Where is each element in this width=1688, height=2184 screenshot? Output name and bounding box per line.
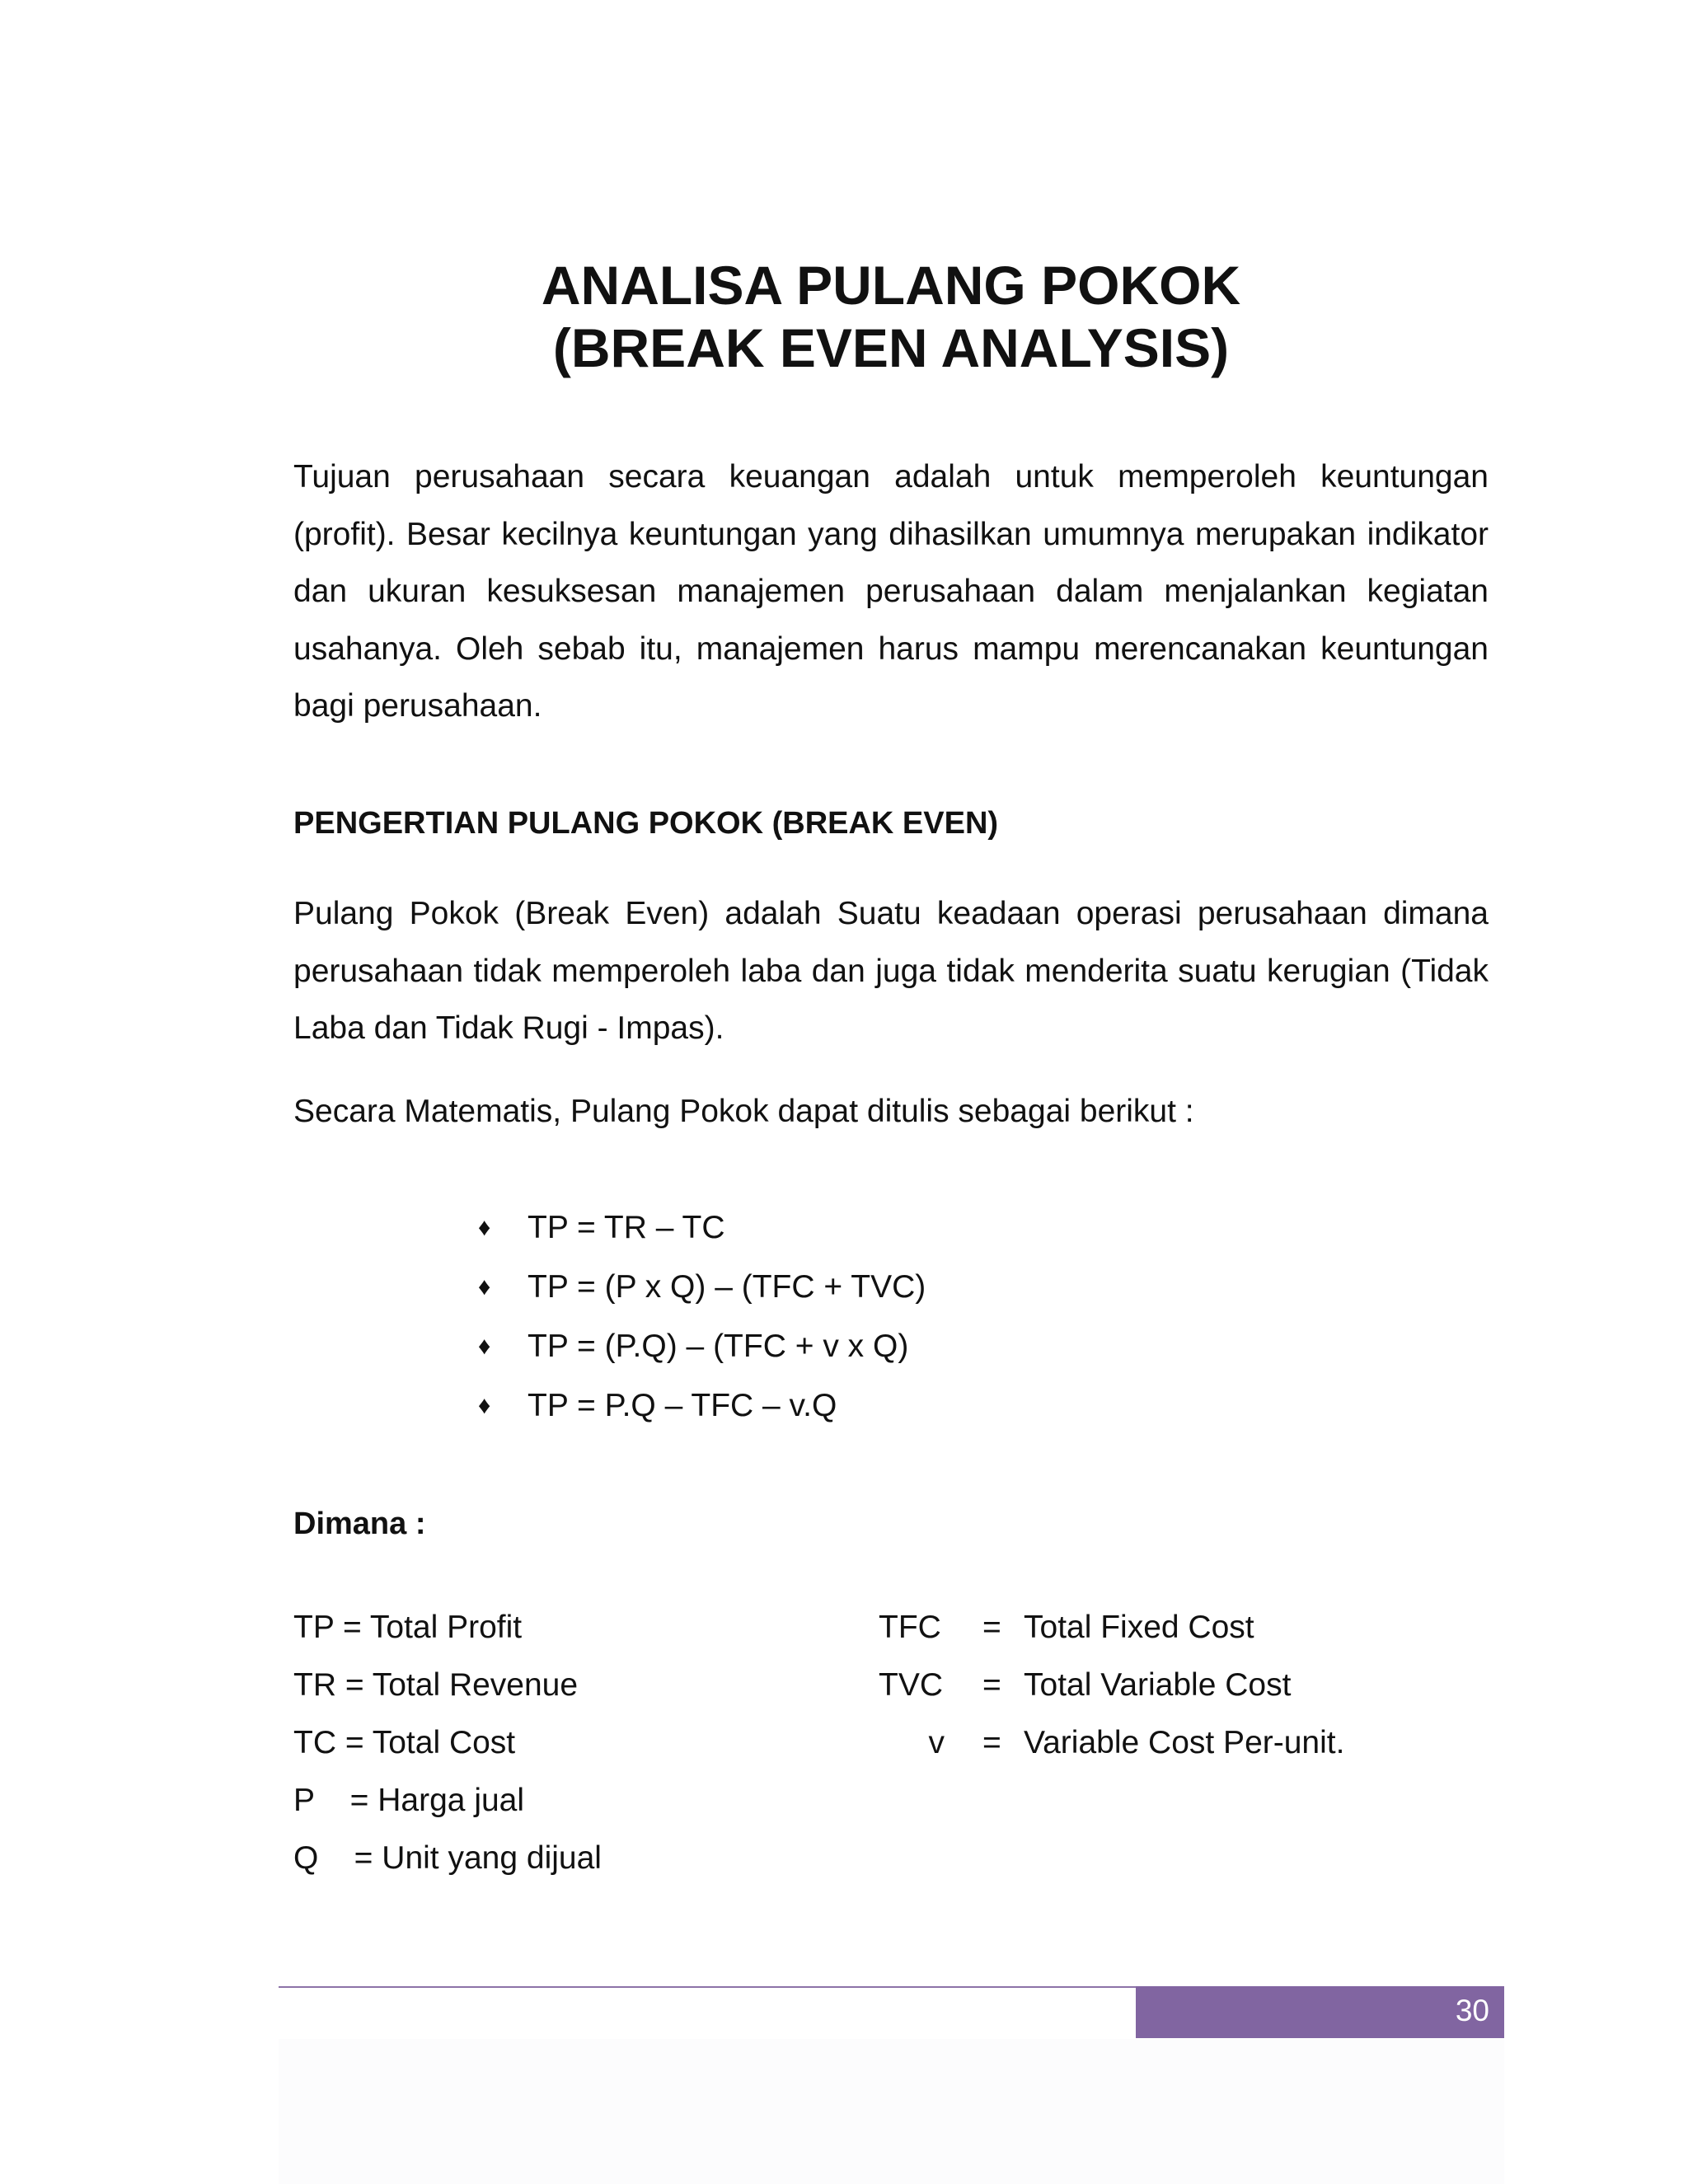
definition-item: TC = Total Cost xyxy=(293,1725,516,1760)
footer-background xyxy=(279,2039,1504,2184)
definition-item xyxy=(879,1657,1344,1714)
page-number-box xyxy=(1136,1986,1504,2038)
definition-meaning: Total Fixed Cost xyxy=(1024,1610,1254,1645)
formula-item xyxy=(478,1198,926,1258)
diamond-bullet-icon: ♦ xyxy=(478,1392,491,1419)
definition-symbol: v xyxy=(928,1725,945,1760)
formula-text: TP = (P.Q) – (TFC + v x Q) xyxy=(528,1329,909,1364)
formula-item xyxy=(478,1317,926,1376)
diamond-bullet-icon: ♦ xyxy=(478,1273,491,1301)
definition-symbol: TFC xyxy=(879,1610,941,1645)
definition-item: TR = Total Revenue xyxy=(293,1667,579,1703)
page-number: 30 xyxy=(1455,1994,1489,2027)
definitions-right xyxy=(879,1599,1344,1772)
definition-item: P = Harga jual xyxy=(293,1783,525,1818)
footer-divider xyxy=(279,1986,1136,1988)
formula-item xyxy=(478,1376,926,1436)
title-line-2: (BREAK EVEN ANALYSIS) xyxy=(552,317,1230,378)
formula-text: TP = P.Q – TFC – v.Q xyxy=(528,1388,837,1423)
definition-item: Q = Unit yang dijual xyxy=(293,1840,602,1876)
title-line-1: ANALISA PULANG POKOK xyxy=(541,255,1241,316)
diamond-bullet-icon: ♦ xyxy=(478,1214,491,1241)
formula-text: TP = (P x Q) – (TFC + TVC) xyxy=(528,1269,926,1305)
definition-paragraph: Pulang Pokok (Break Even) adalah Suatu keadaan operasi perusahaan dimana perusahaan tidak memperoleh laba dan juga tidak menderita suatu kerugian (Tidak Laba dan Tidak Rugi - Impas). xyxy=(293,896,1489,1046)
where-label: Dimana : xyxy=(293,1507,426,1541)
definition-item xyxy=(879,1599,1344,1657)
definition-meaning: Total Variable Cost xyxy=(1024,1667,1292,1703)
definition-item xyxy=(879,1714,1344,1772)
formula-text: TP = TR – TC xyxy=(528,1210,725,1245)
formula-list xyxy=(478,1198,926,1436)
section-heading: PENGERTIAN PULANG POKOK (BREAK EVEN) xyxy=(293,806,999,841)
definitions-left xyxy=(293,1599,602,1887)
definition-equals: = xyxy=(982,1610,1001,1645)
definition-equals: = xyxy=(982,1725,1001,1760)
math-intro: Secara Matematis, Pulang Pokok dapat ditulis sebagai berikut : xyxy=(293,1094,1194,1129)
definition-symbol: TVC xyxy=(879,1667,943,1703)
definition-item: TP = Total Profit xyxy=(293,1610,523,1645)
page-title xyxy=(0,254,1688,379)
definition-equals: = xyxy=(982,1667,1001,1703)
definition-meaning: Variable Cost Per-unit. xyxy=(1024,1725,1345,1760)
formula-item xyxy=(478,1258,926,1317)
diamond-bullet-icon: ♦ xyxy=(478,1333,491,1360)
intro-paragraph: Tujuan perusahaan secara keuangan adalah untuk memperoleh keuntungan (profit). Besar kecilnya keuntungan yang dihasilkan umumnya merupakan indikator dan ukuran kesuksesan manajemen perusahaan dalam menjalankan kegiatan usahanya. Oleh sebab itu, manajemen harus mampu merencanakan keuntungan bagi perusahaan. xyxy=(293,459,1489,724)
